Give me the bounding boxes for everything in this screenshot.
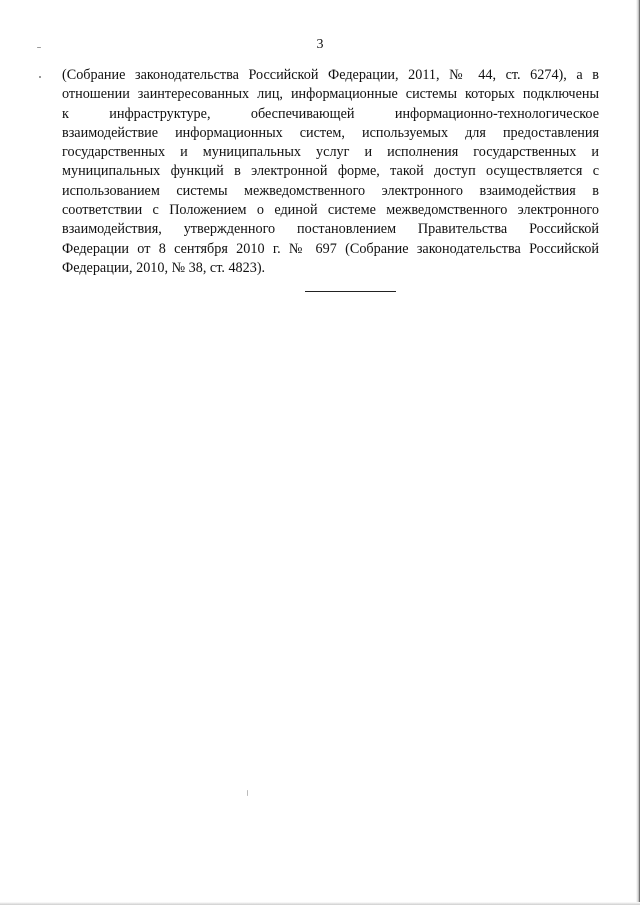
paragraph-last-line: Федерации, 2010, № 38, ст. 4823). bbox=[62, 259, 266, 276]
paragraph-line: соответствии с Положением о единой системе межведомственного электронного bbox=[62, 202, 599, 219]
scan-speck bbox=[39, 76, 41, 78]
paragraph-line: государственных и муниципальных услуг и исполнения государственных и bbox=[62, 144, 599, 161]
end-separator-line bbox=[305, 291, 396, 292]
body-paragraph bbox=[62, 66, 599, 278]
paragraph-line: использованием системы межведомственного электронного взаимодействия в bbox=[62, 182, 599, 199]
paragraph-line: взаимодействие информационных систем, используемых для предоставления bbox=[62, 124, 599, 141]
paragraph-line: к инфраструктуре, обеспечивающей информационно-технологическое bbox=[62, 105, 599, 122]
scan-speck bbox=[37, 47, 41, 48]
paragraph-line: (Собрание законодательства Российской Федерации, 2011, № 44, ст. 6274), а в bbox=[62, 67, 599, 83]
paragraph-line: взаимодействия, утвержденного постановлением Правительства Российской bbox=[62, 221, 599, 238]
scan-speck bbox=[247, 790, 248, 796]
paragraph-line: муниципальных функций в электронной форме, такой доступ осуществляется с bbox=[62, 163, 599, 180]
paragraph-line: Федерации от 8 сентября 2010 г. № 697 (Собрание законодательства Российской bbox=[62, 240, 599, 257]
page-number: 3 bbox=[316, 37, 324, 52]
scan-edge-right bbox=[636, 0, 640, 905]
paragraph-line: отношении заинтересованных лиц, информационные системы которых подключены bbox=[62, 86, 599, 103]
